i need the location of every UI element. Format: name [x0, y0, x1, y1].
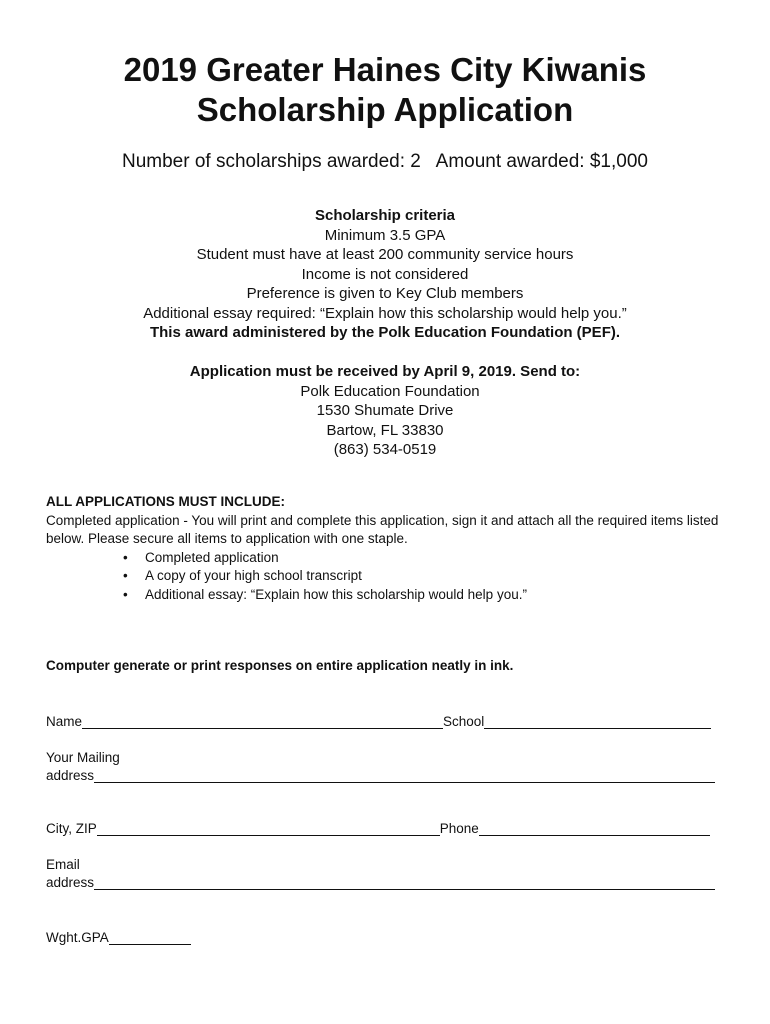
address-line: Bartow, FL 33830: [326, 421, 444, 439]
gpa-field[interactable]: [109, 930, 191, 945]
email-address-label: address: [46, 875, 95, 890]
mailing-row: [46, 768, 715, 783]
phone-field[interactable]: [479, 821, 710, 836]
city-zip-field[interactable]: [97, 821, 440, 836]
title-line-2: Scholarship Application: [196, 91, 574, 128]
list-item: • Completed application: [145, 549, 736, 568]
phone-label: Phone: [439, 821, 479, 836]
name-school-row: [46, 714, 721, 729]
name-label: Name: [46, 714, 83, 729]
email-address-field[interactable]: [94, 875, 715, 890]
title-line-1: 2019 Greater Haines City Kiwanis: [123, 51, 647, 88]
awards-line: Number of scholarships awarded: 2 Amount awarded: $1,000: [122, 151, 648, 172]
include-section: [46, 493, 736, 604]
school-field[interactable]: [484, 714, 711, 729]
mailing-label: Your Mailing: [46, 750, 120, 765]
criteria-item: Additional essay required: “Explain how this scholarship would help you.”: [143, 304, 627, 322]
city-zip-label: City, ZIP: [46, 821, 97, 836]
city-phone-row: [46, 821, 710, 836]
ink-instruction: Computer generate or print responses on entire application neatly in ink.: [46, 658, 514, 673]
document-title: [0, 50, 770, 130]
criteria-heading: Scholarship criteria: [314, 207, 456, 224]
list-item: • A copy of your high school transcript: [145, 567, 736, 586]
include-list: [46, 549, 736, 605]
send-section: [0, 362, 770, 460]
name-field[interactable]: [82, 714, 443, 729]
administered-note: This award administered by the Polk Education Foundation (PEF).: [149, 324, 621, 341]
include-text: Completed application - You will print and complete this application, sign it and attach all the required items listed below. Please secure all items to application with one staple.: [46, 512, 719, 546]
criteria-item: Minimum 3.5 GPA: [324, 226, 446, 244]
criteria-item: Student must have at least 200 community service hours: [196, 246, 574, 263]
include-heading: ALL APPLICATIONS MUST INCLUDE:: [46, 494, 285, 509]
gpa-row: [46, 930, 191, 945]
mailing-address-label: address: [46, 768, 95, 783]
gpa-label: Wght.GPA: [46, 930, 109, 945]
list-item: • Additional essay: “Explain how this scholarship would help you.”: [145, 586, 736, 605]
mailing-address-field[interactable]: [94, 768, 715, 783]
address-line: (863) 534-0519: [333, 441, 437, 458]
criteria-section: [0, 206, 770, 343]
address-line: Polk Education Foundation: [300, 382, 480, 400]
school-label: School: [443, 714, 485, 729]
criteria-item: Income is not considered: [301, 265, 469, 283]
email-row: [46, 875, 715, 890]
deadline-heading: Application must be received by April 9, 2019. Send to:: [189, 363, 581, 380]
criteria-item: Preference is given to Key Club members: [246, 285, 524, 302]
address-line: 1530 Shumate Drive: [316, 402, 454, 419]
email-label: Email: [46, 857, 80, 872]
